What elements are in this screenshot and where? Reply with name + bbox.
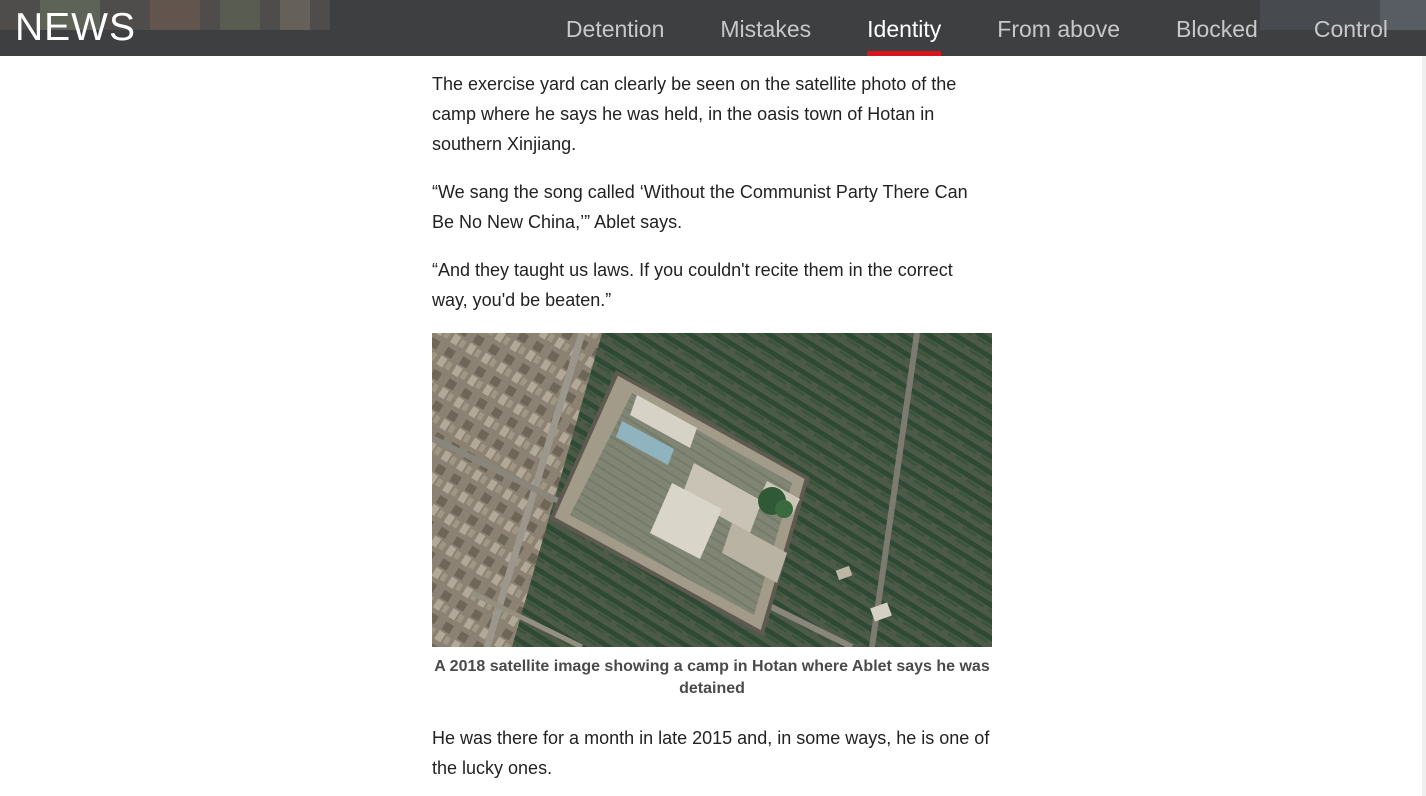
figure-caption: A 2018 satellite image showing a camp in Hotan where Ablet says he was detained (434, 658, 990, 697)
article-body (432, 69, 992, 796)
scrollbar-track[interactable] (1422, 56, 1426, 796)
nav-tab-detention[interactable]: Detention (565, 16, 665, 42)
nav-tab-mistakes[interactable]: Mistakes (720, 16, 812, 42)
satellite-figure (432, 333, 992, 700)
news-logo[interactable]: NEWS (15, 6, 136, 49)
nav-tab-identity[interactable]: Identity (839, 0, 969, 56)
paragraph-laws-quote: “And they taught us laws. If you couldn't recite them in the correct way, you'd be beaten.” (432, 260, 953, 310)
top-navigation-bar (0, 0, 1426, 56)
paragraph-exercise-yard: The exercise yard can clearly be seen on the satellite photo of the camp where he says he was held, in the oasis town of Hotan in southern Xinjiang. (432, 74, 957, 154)
satellite-image[interactable] (432, 333, 992, 647)
nav-tab-blocked[interactable]: Blocked (1176, 16, 1258, 42)
paragraph-one-month: He was there for a month in late 2015 and, in some ways, he is one of the lucky ones. (432, 728, 990, 778)
nav-tab-from-above[interactable]: From above (997, 16, 1121, 42)
nav-tab-control[interactable]: Control (1313, 16, 1388, 42)
paragraph-song-quote: “We sang the song called ‘Without the Communist Party There Can Be No New China,’” Ablet says. (432, 182, 968, 232)
section-nav (538, 0, 1426, 56)
